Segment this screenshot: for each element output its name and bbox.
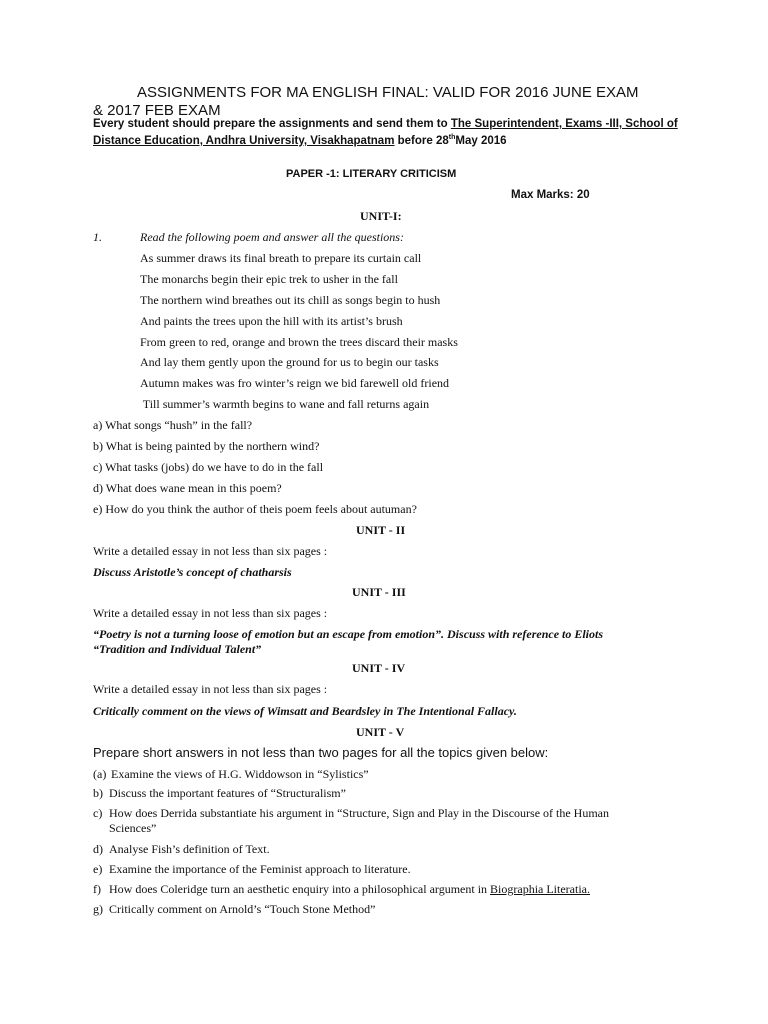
short-answer-item: [93, 806, 663, 836]
notice-date: May 2016: [455, 134, 507, 147]
poem-line: And lay them gently upon the ground for us to begin our tasks: [140, 355, 439, 369]
question-1-number: 1.: [93, 230, 102, 244]
poem-line: Autumn makes was fro winter’s reign we bid farewell old friend: [140, 376, 450, 390]
unit-4-topic: Critically comment on the views of Wimsatt and Beardsley in The Intentional Fallacy.: [93, 704, 517, 718]
unit-3-instruction: Write a detailed essay in not less than six pages :: [93, 606, 328, 620]
short-answer-item: [93, 786, 663, 801]
notice-before: before 28: [394, 134, 449, 147]
title-line-1: ASSIGNMENTS FOR MA ENGLISH FINAL: VALID FOR 2016 JUNE EXAM: [137, 84, 639, 101]
sub-question: e) How do you think the author of theis poem feels about autuman?: [93, 502, 417, 516]
paper-title: PAPER -1: LITERARY CRITICISM: [286, 168, 457, 180]
item-text: Examine the importance of the Feminist approach to literature.: [109, 862, 411, 876]
title-line-2: & 2017 FEB EXAM: [93, 102, 221, 119]
unit-5-instruction: Prepare short answers in not less than two pages for all the topics given below:: [93, 745, 549, 760]
item-text-continued: Sciences”: [109, 821, 157, 835]
unit-2-instruction: Write a detailed essay in not less than six pages :: [93, 544, 328, 558]
poem-line: The monarchs begin their epic trek to usher in the fall: [140, 272, 398, 286]
document-title: [93, 84, 693, 120]
unit-2-heading: UNIT - II: [356, 523, 406, 537]
notice-prefix: Every student should prepare the assignments and send them to: [93, 118, 451, 130]
notice-sup: th: [448, 134, 456, 141]
sub-question: a) What songs “hush” in the fall?: [93, 418, 253, 432]
unit-5-heading: UNIT - V: [356, 725, 405, 739]
item-text: How does Derrida substantiate his argument in “Structure, Sign and Play in the Discourse of the Human: [109, 806, 610, 820]
item-text: Critically comment on Arnold’s “Touch Stone Method”: [109, 902, 376, 916]
unit-4-heading: UNIT - IV: [352, 661, 406, 675]
sub-question: c) What tasks (jobs) do we have to do in the fall: [93, 460, 324, 474]
short-answer-item: [93, 862, 663, 877]
unit-3-heading: UNIT - III: [352, 585, 406, 599]
short-answer-item: [93, 902, 663, 917]
item-text: Analyse Fish’s definition of Text.: [109, 842, 270, 856]
poem-line: From green to red, orange and brown the trees discard their masks: [140, 335, 458, 349]
item-text: Examine the views of H.G. Widdowson in “Sylistics”: [111, 767, 369, 781]
item-text: How does Coleridge turn an aesthetic enquiry into a philosophical argument in: [109, 882, 491, 896]
poem-line: As summer draws its final breath to prepare its curtain call: [140, 251, 422, 265]
item-text: Discuss the important features of “Structuralism”: [109, 786, 346, 800]
unit-4-instruction: Write a detailed essay in not less than six pages :: [93, 682, 328, 696]
item-label: d): [93, 842, 103, 856]
submission-notice: [93, 117, 703, 148]
unit-3-topic: “Poetry is not a turning loose of emotion but an escape from emotion”. Discuss with reference to Eliots “Tradition and Individual Talent”: [93, 627, 604, 656]
item-label: g): [93, 902, 103, 916]
question-1-text: Read the following poem and answer all the questions:: [140, 230, 404, 244]
poem-line: And paints the trees upon the hill with its artist’s brush: [140, 314, 403, 328]
short-answer-item: [93, 842, 663, 857]
short-answer-item: [93, 767, 663, 782]
notice-address: The Superintendent, Exams -III, School of Distance Education, Andhra University, Visakhapatnam: [93, 118, 678, 147]
unit-2-topic: Discuss Aristotle’s concept of chatharsis: [93, 565, 292, 579]
item-label: e): [93, 862, 103, 876]
item-label: (a): [93, 767, 107, 781]
short-answer-item: [93, 882, 663, 897]
poem-line: The northern wind breathes out its chill as songs begin to hush: [140, 293, 441, 307]
item-label: f): [93, 882, 101, 896]
sub-question: d) What does wane mean in this poem?: [93, 481, 282, 495]
item-label: c): [93, 806, 103, 820]
item-book-title: Biographia Literatia.: [490, 882, 590, 896]
max-marks: Max Marks: 20: [511, 189, 590, 201]
unit-1-heading: UNIT-I:: [360, 209, 402, 223]
item-label: b): [93, 786, 103, 800]
sub-question: b) What is being painted by the northern wind?: [93, 439, 320, 453]
poem-line: Till summer’s warmth begins to wane and fall returns again: [140, 397, 430, 411]
